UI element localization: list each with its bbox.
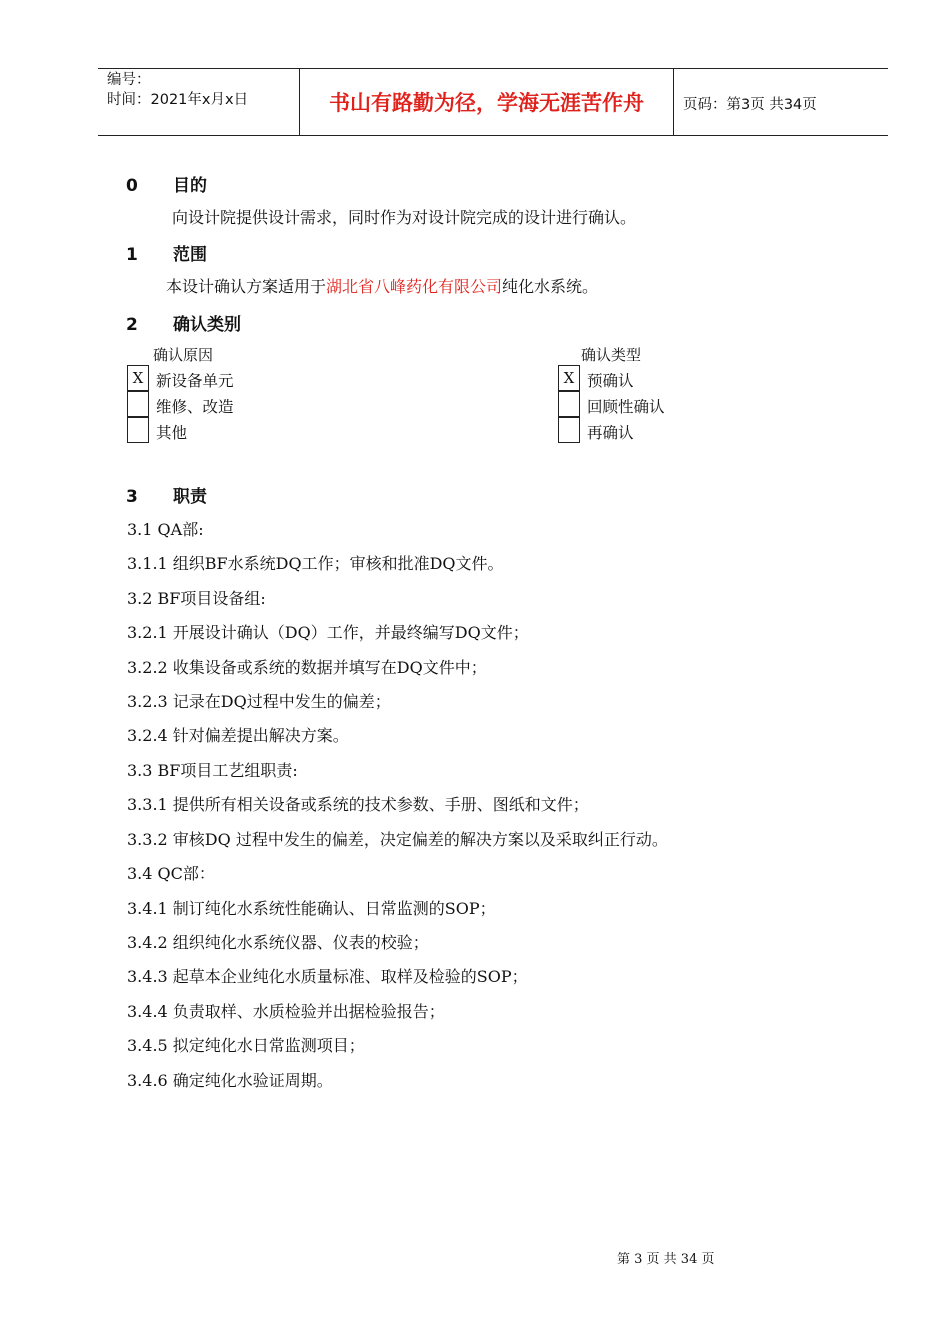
section-1-text <box>166 274 598 297</box>
section-title: 目的 <box>173 176 207 196</box>
scope-text-before: 本设计确认方案适用于 <box>166 277 327 296</box>
type-header: 确认类型 <box>581 346 642 364</box>
header-bottom-rule <box>98 135 888 136</box>
page-footer: 第 3 页 共 34 页 <box>617 1252 715 1267</box>
type-label: 预确认 <box>587 372 634 390</box>
reason-checkbox-repair[interactable] <box>127 391 149 417</box>
section-3-heading <box>126 482 207 507</box>
type-checkbox-re[interactable] <box>558 417 580 443</box>
duty-line: 3.1 QA部: <box>127 520 204 539</box>
duty-line: 3.2 BF项目设备组: <box>127 589 266 608</box>
reason-label: 维修、改造 <box>156 398 234 416</box>
type-label: 回顾性确认 <box>587 398 665 416</box>
scope-text-after: 纯化水系统。 <box>502 277 599 296</box>
type-checkbox-pre[interactable]: X <box>558 365 580 391</box>
serial-label: 编号： <box>107 72 151 88</box>
section-number: 2 <box>126 315 138 335</box>
duty-line: 3.4.2 组织纯化水系统仪器、仪表的校验； <box>127 933 429 952</box>
duty-line: 3.2.1 开展设计确认（DQ）工作，并最终编写DQ文件； <box>127 623 529 642</box>
section-1-heading <box>126 240 207 265</box>
reason-label: 新设备单元 <box>156 372 234 390</box>
section-2-heading <box>126 310 241 335</box>
company-name: 湖北省八峰药化有限公司 <box>326 277 503 296</box>
header-divider-right <box>673 68 674 135</box>
section-number: 3 <box>126 487 138 507</box>
reason-header: 确认原因 <box>153 346 214 364</box>
type-label: 再确认 <box>587 424 634 442</box>
header-meta <box>107 70 248 110</box>
duty-line: 3.4.4 负责取样、水质检验并出据检验报告； <box>127 1002 445 1021</box>
section-0-text: 向设计院提供设计需求，同时作为对设计院完成的设计进行确认。 <box>172 208 637 227</box>
duty-line: 3.4 QC部： <box>127 864 215 883</box>
header-page-label: 页码：第3页 共34页 <box>683 97 817 113</box>
section-title: 职责 <box>173 487 207 507</box>
duty-line: 3.2.3 记录在DQ过程中发生的偏差； <box>127 692 391 711</box>
duty-line: 3.4.3 起草本企业纯化水质量标准、取样及检验的SOP； <box>127 967 528 986</box>
reason-label: 其他 <box>156 424 188 442</box>
section-number: 0 <box>126 176 138 196</box>
duty-line: 3.3 BF项目工艺组职责: <box>127 761 298 780</box>
section-title: 确认类别 <box>173 315 241 335</box>
duty-line: 3.4.6 确定纯化水验证周期。 <box>127 1071 333 1090</box>
reason-checkbox-other[interactable] <box>127 417 149 443</box>
section-0-heading <box>126 171 207 196</box>
type-checkbox-retrospective[interactable] <box>558 391 580 417</box>
section-number: 1 <box>126 245 138 265</box>
duty-line: 3.4.5 拟定纯化水日常监测项目； <box>127 1036 365 1055</box>
header-motto: 书山有路勤为径，学海无涯苦作舟 <box>329 90 644 115</box>
reason-checkbox-new-unit[interactable]: X <box>127 365 149 391</box>
duty-line: 3.2.2 收集设备或系统的数据并填写在DQ文件中； <box>127 658 487 677</box>
duty-line: 3.4.1 制订纯化水系统性能确认、日常监测的SOP； <box>127 899 496 918</box>
duty-line: 3.1.1 组织BF水系统DQ工作；审核和批准DQ文件。 <box>127 554 504 573</box>
duty-line: 3.3.2 审核DQ 过程中发生的偏差，决定偏差的解决方案以及采取纠正行动。 <box>127 830 668 849</box>
time-label: 时间：2021年x月x日 <box>107 92 249 108</box>
section-title: 范围 <box>173 245 207 265</box>
duty-line: 3.2.4 针对偏差提出解决方案。 <box>127 726 349 745</box>
duty-line: 3.3.1 提供所有相关设备或系统的技术参数、手册、图纸和文件； <box>127 795 589 814</box>
